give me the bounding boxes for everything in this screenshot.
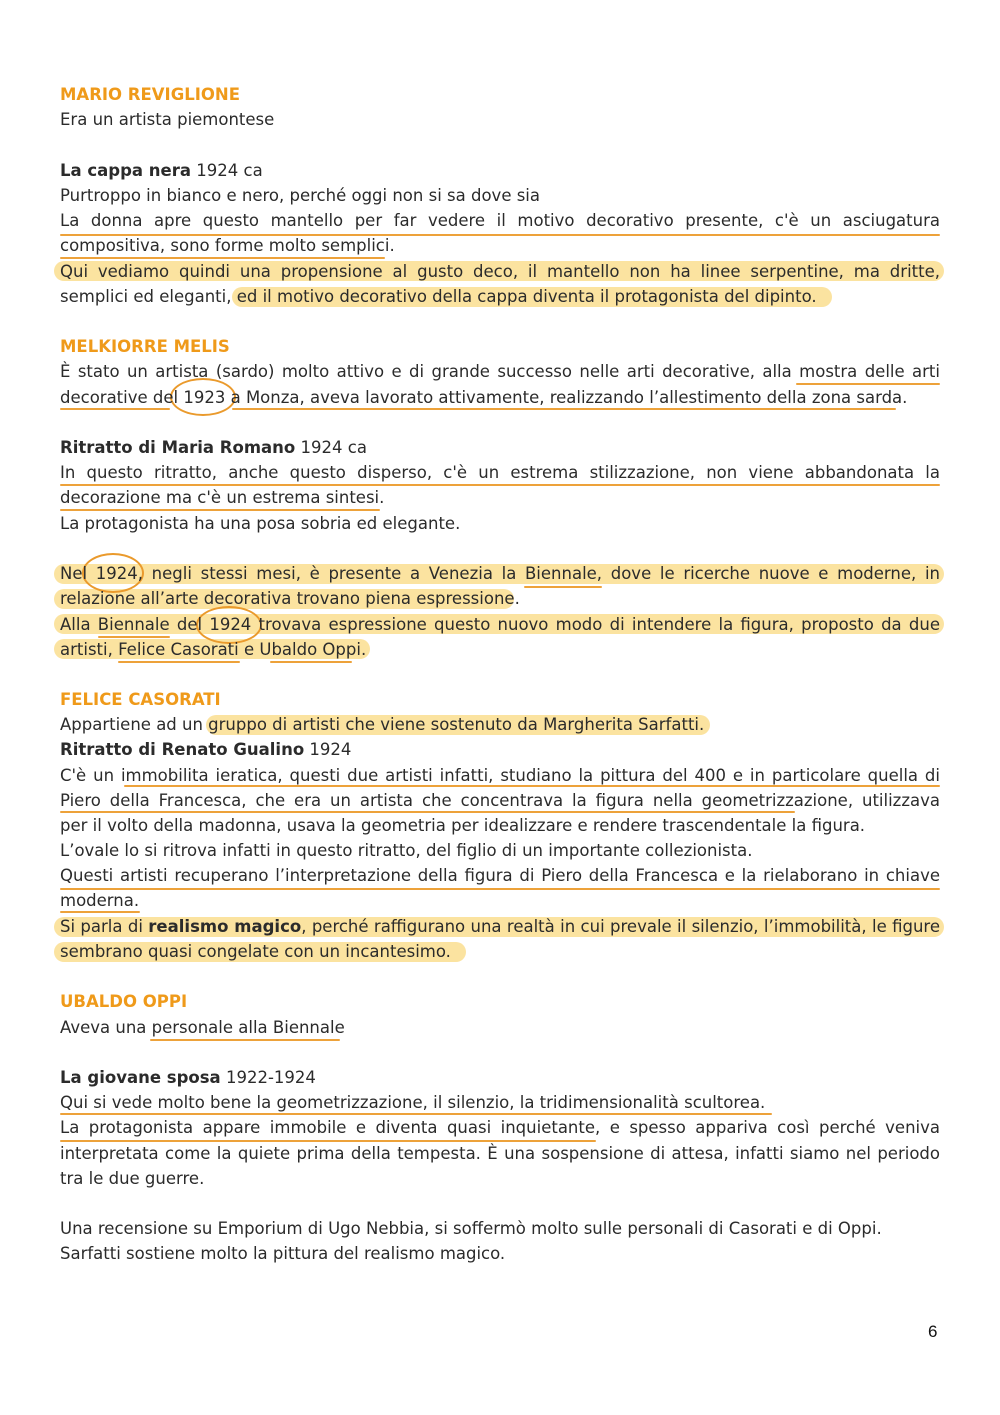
underline: [98, 636, 170, 638]
text: , perché raffigurano una realtà in cui prevale il silenzio, l’immobilità, le figure: [301, 917, 940, 936]
paragraph: La protagonista ha una posa sobria ed elegante.: [60, 514, 461, 533]
paragraph: Nel 1924, negli stessi mesi, è presente a Venezia la Biennale, dove le ricerche nuove e moderne, in: [60, 564, 940, 583]
work-title-line: [60, 739, 351, 761]
work-date: 1924 ca: [191, 161, 263, 180]
paragraph: interpretata come la quiete prima della tempesta. È una sospensione di attesa, infatti siamo nel periodo: [60, 1144, 940, 1163]
page-number: 6: [928, 1322, 938, 1341]
paragraph: relazione all’arte decorativa trovano piena espressione.: [60, 589, 520, 608]
work-date: 1922-1924: [220, 1068, 316, 1087]
paragraph: Piero della Francesca, che era un artista che concentrava la figura nella geometrizzazione, utilizzava: [60, 791, 940, 810]
underline: [150, 1039, 340, 1041]
work-title: La giovane sposa: [60, 1068, 221, 1087]
paragraph: artisti, Felice Casorati e Ubaldo Oppi.: [60, 640, 367, 659]
paragraph: Alla Biennale del 1924 trovava espressione questo nuovo modo di intendere la figura, proposto da due: [60, 615, 940, 634]
paragraph: Aveva una personale alla Biennale: [60, 1018, 345, 1037]
underline: [60, 509, 380, 511]
paragraph: L’ovale lo si ritrova infatti in questo ritratto, del figlio di un importante collezionista.: [60, 841, 753, 860]
paragraph: È stato un artista (sardo) molto attivo e di grande successo nelle arti decorative, alla mostra delle arti: [60, 362, 940, 381]
work-title: La cappa nera: [60, 161, 192, 180]
paragraph: per il volto della madonna, usava la geometria per idealizzare e rendere trascendentale la figura.: [60, 816, 866, 835]
underline: [60, 257, 385, 259]
paragraph: decorative del 1923 a Monza, aveva lavorato attivamente, realizzando l’allestimento della zona sarda.: [60, 388, 908, 407]
paragraph: Qui si vede molto bene la geometrizzazione, il silenzio, la tridimensionalità scultorea.: [60, 1093, 766, 1112]
paragraph: tra le due guerre.: [60, 1169, 205, 1188]
underline: [60, 484, 940, 486]
work-title: Ritratto di Maria Romano: [60, 438, 296, 457]
work-title-line: [60, 437, 367, 459]
paragraph: moderna.: [60, 891, 140, 910]
work-date: 1924: [304, 740, 352, 759]
work-date: 1924 ca: [295, 438, 367, 457]
paragraph: Sarfatti sostiene molto la pittura del realismo magico.: [60, 1244, 506, 1263]
paragraph: sembrano quasi congelate con un incantesimo.: [60, 942, 451, 961]
section-heading-reviglione: MARIO REVIGLIONE: [60, 85, 240, 104]
paragraph: Era un artista piemontese: [60, 110, 275, 129]
section-heading-oppi: UBALDO OPPI: [60, 992, 188, 1011]
paragraph: semplici ed eleganti, ed il motivo decorativo della cappa diventa il protagonista del dipinto.: [60, 287, 817, 306]
underline: [118, 661, 240, 663]
work-title: Ritratto di Renato Gualino: [60, 740, 305, 759]
paragraph: La donna apre questo mantello per far vedere il motivo decorativo presente, c'è un asciugatura: [60, 211, 940, 230]
paragraph: Una recensione su Emporium di Ugo Nebbia, si soffermò molto sulle personali di Casorati e di Oppi.: [60, 1219, 882, 1238]
underline: [524, 586, 602, 588]
paragraph: Appartiene ad un gruppo di artisti che viene sostenuto da Margherita Sarfatti.: [60, 715, 705, 734]
work-title-line: [60, 160, 263, 182]
text: Si parla di: [60, 917, 149, 936]
paragraph: Questi artisti recuperano l’interpretazione della figura di Piero della Francesca e la rielaborano in chiave: [60, 866, 940, 885]
underline: [60, 1140, 596, 1142]
underline: [60, 888, 940, 890]
key-term: realismo magico: [148, 917, 302, 936]
paragraph: Purtroppo in bianco e nero, perché oggi non si sa dove sia: [60, 186, 541, 205]
paragraph: decorazione ma c'è un estrema sintesi.: [60, 488, 385, 507]
paragraph: C'è un immobilita ieratica, questi due artisti infatti, studiano la pittura del 400 e in particolare quella di: [60, 766, 940, 785]
paragraph: compositiva, sono forme molto semplici.: [60, 236, 395, 255]
paragraph: La protagonista appare immobile e diventa quasi inquietante, e spesso appariva così perché veniva: [60, 1118, 940, 1137]
paragraph: In questo ritratto, anche questo disperso, c'è un estrema stilizzazione, non viene abbandonata la: [60, 463, 940, 482]
section-heading-melis: MELKIORRE MELIS: [60, 337, 230, 356]
section-heading-casorati: FELICE CASORATI: [60, 690, 221, 709]
work-title-line: [60, 1067, 316, 1089]
underline: [796, 383, 940, 385]
paragraph: [60, 916, 940, 938]
underline: [270, 661, 352, 663]
paragraph: Qui vediamo quindi una propensione al gusto deco, il mantello non ha linee serpentine, ma dritte,: [60, 262, 940, 281]
